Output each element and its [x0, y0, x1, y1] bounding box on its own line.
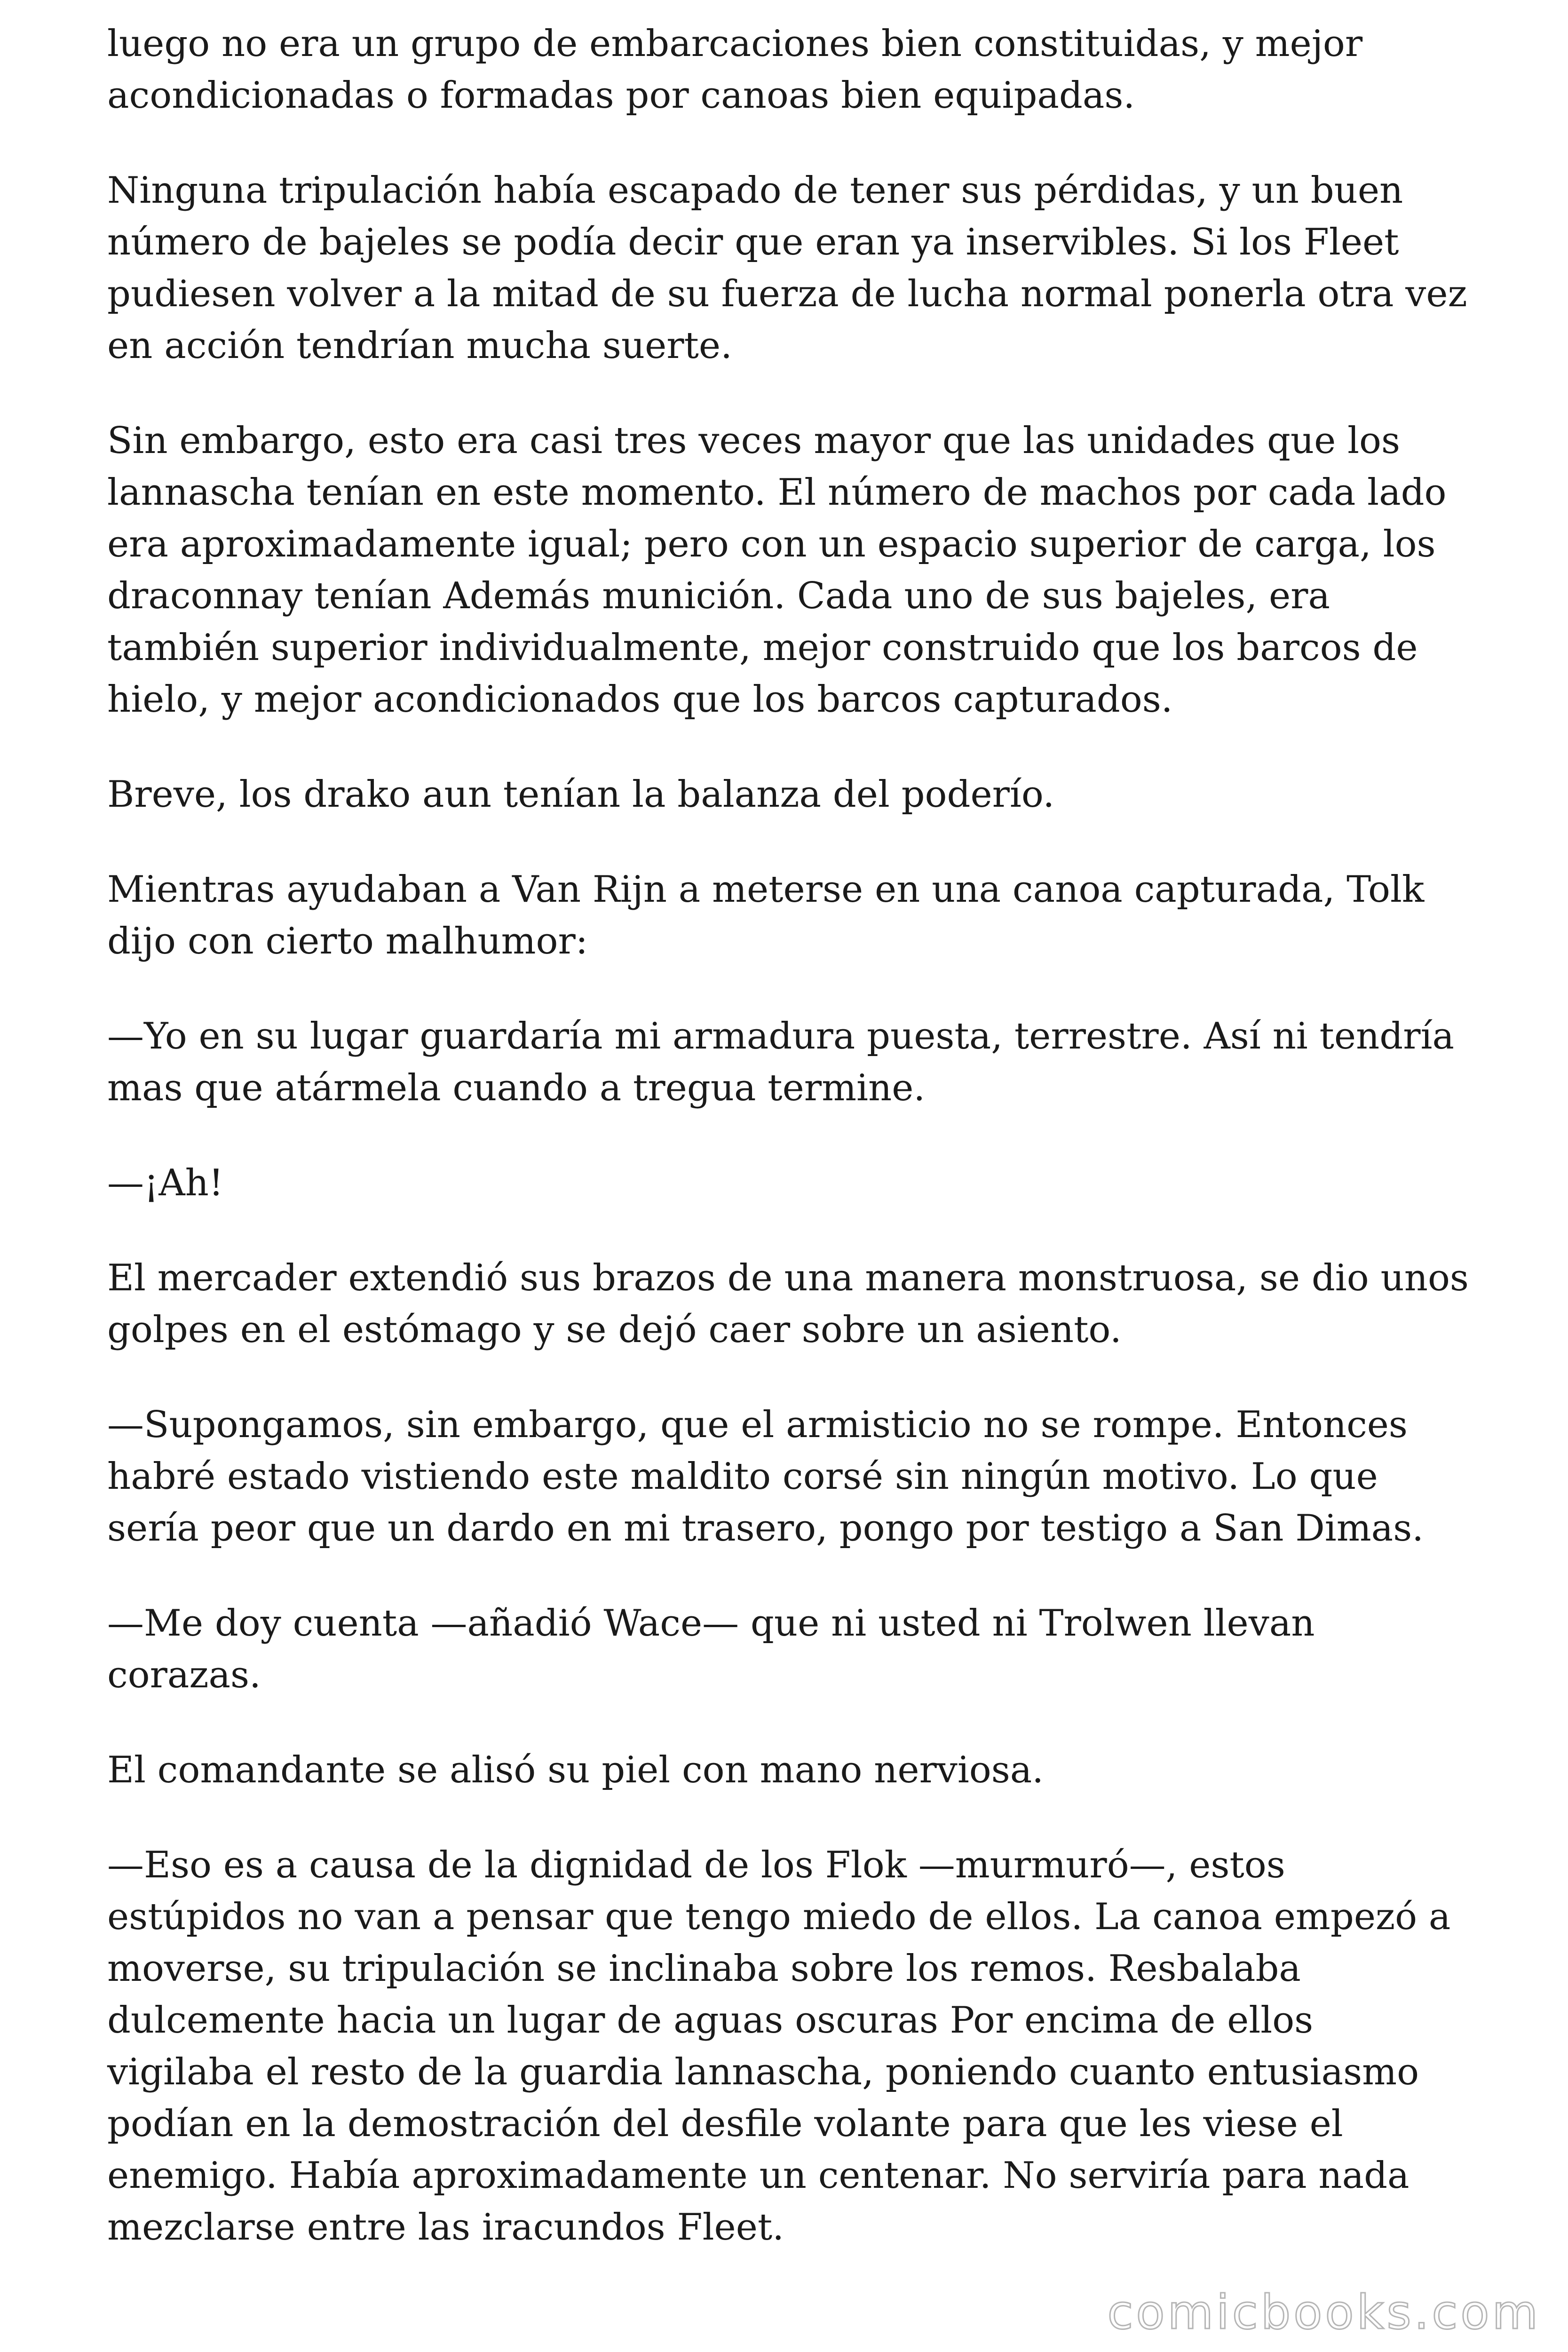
paragraph: El comandante se alisó su piel con mano nerviosa. [107, 1749, 1044, 1791]
paragraph: —Supongamos, sin embargo, que el armisticio no se rompe. Entonces habré estado vistiendo este maldito corsé sin ningún motivo. Lo que sería peor que un dardo en mi trasero, pongo por testigo a San Dimas. [107, 1404, 1424, 1549]
book-page-text [107, 18, 1471, 2296]
paragraph: —¡Ah! [107, 1162, 224, 1204]
paragraph: Mientras ayudaban a Van Rijn a meterse en una canoa capturada, Tolk dijo con cierto malhumor: [107, 868, 1425, 962]
watermark-logo: comicbooks.com [1107, 2285, 1541, 2340]
paragraph: Ninguna tripulación había escapado de tener sus pérdidas, y un buen número de bajeles se podía decir que eran ya inservibles. Si los Fleet pudiesen volver a la mitad de su fuerza de lucha normal ponerla otra vez en acción tendrían mucha suerte. [107, 169, 1467, 367]
paragraph: —Me doy cuenta —añadió Wace— que ni usted ni Trolwen llevan corazas. [107, 1602, 1315, 1696]
paragraph: luego no era un grupo de embarcaciones bien constituidas, y mejor acondicionadas o formadas por canoas bien equipadas. [107, 23, 1363, 117]
paragraph: Sin embargo, esto era casi tres veces mayor que las unidades que los lannascha tenían en este momento. El número de machos por cada lado era aproximadamente igual; pero con un espacio superior de carga, los draconnay tenían Además munición. Cada uno de sus bajeles, era también superior individualmente, mejor construido que los barcos de hielo, y mejor acondicionados que los barcos capturados. [107, 420, 1447, 721]
paragraph: Breve, los drako aun tenían la balanza del poderío. [107, 773, 1055, 816]
paragraph: —Eso es a causa de la dignidad de los Flok —murmuró—, estos estúpidos no van a pensar que tengo miedo de ellos. La canoa empezó a moverse, su tripulación se inclinaba sobre los remos. Resbalaba dulcemente hacia un lugar de aguas oscuras Por encima de ellos vigilaba el resto de la guardia lannascha, poniendo cuanto entusiasmo podían en la demostración del desfile volante para que les viese el enemigo. Había aproximadamente un centenar. No serviría para nada mezclarse entre las iracundos Fleet. [107, 1844, 1451, 2249]
paragraph: El mercader extendió sus brazos de una manera monstruosa, se dio unos golpes en el estómago y se dejó caer sobre un asiento. [107, 1257, 1469, 1351]
paragraph: —Yo en su lugar guardaría mi armadura puesta, terrestre. Así ni tendría mas que atármela cuando a tregua termine. [107, 1015, 1454, 1109]
